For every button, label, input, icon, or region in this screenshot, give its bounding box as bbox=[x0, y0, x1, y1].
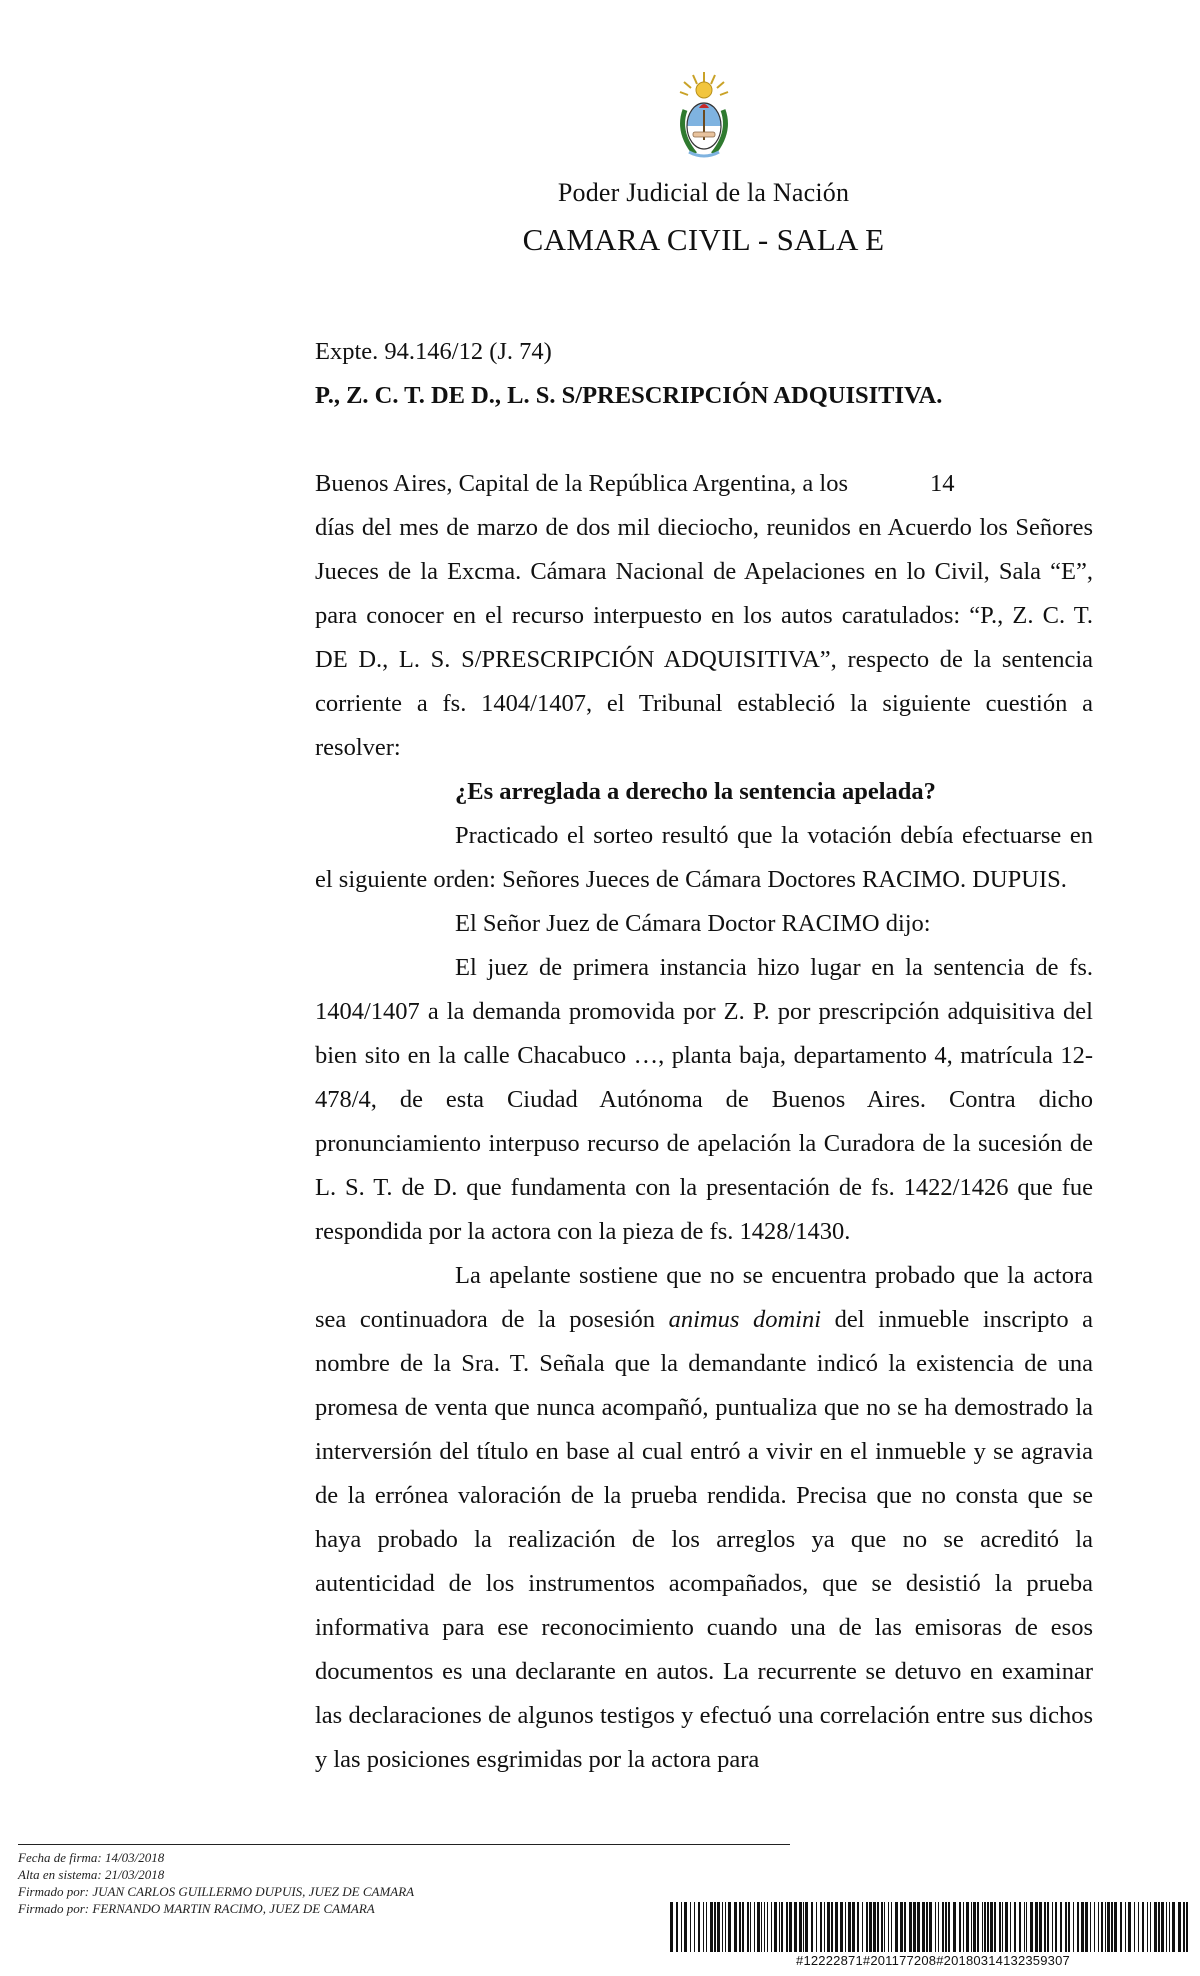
case-caption: P., Z. C. T. DE D., L. S. S/PRESCRIPCIÓN ADQUISITIVA. bbox=[315, 382, 943, 409]
appellant-paragraph-start: La apelante sostiene que no se encuentra probado que la actora sea continuadora de la posesión bbox=[315, 1262, 1093, 1333]
date-intro: Buenos Aires, Capital de la República Argentina, a los bbox=[315, 470, 848, 497]
latin-term: animus domini bbox=[668, 1306, 822, 1333]
spacer bbox=[315, 418, 1093, 462]
system-date: Alta en sistema: 21/03/2018 bbox=[18, 1867, 165, 1882]
signer-2: Firmado por: FERNANDO MARTIN RACIMO, JUEZ DE CAMARA bbox=[18, 1901, 375, 1916]
signer-1: Firmado por: JUAN CARLOS GUILLERMO DUPUIS, JUEZ DE CAMARA bbox=[18, 1884, 415, 1899]
argentine-coat-of-arms-icon bbox=[673, 70, 735, 162]
signature-block bbox=[18, 1849, 414, 1917]
document-body bbox=[315, 330, 1093, 1782]
chamber-name: CAMARA CIVIL - SALA E bbox=[522, 222, 885, 257]
judge-intro: El Señor Juez de Cámara Doctor RACIMO dijo: bbox=[455, 910, 931, 937]
first-instance-paragraph: El juez de primera instancia hizo lugar en la sentencia de fs. 1404/1407 a la demanda promovida por Z. P. por prescripción adquisitiva del bien sito en la calle Chacabuco …, planta baja, departamento 4, matrícula 12-478/4, de esta Ciudad Autónoma de Buenos Aires. Contra dicho pronunciamiento interpuso recurso de apelación la Curadora de la sucesión de L. S. T. de D. que fundamenta con la presentación de fs. 1422/1426 que fue respondida por la actora con la pieza de fs. 1428/1430. bbox=[315, 954, 1093, 1245]
draw-paragraph: Practicado el sorteo resultó que la votación debía efectuarse en el siguiente orden: Señores Jueces de Cámara Doctores RACIMO. DUPUIS. bbox=[315, 822, 1093, 893]
question-to-resolve: ¿Es arreglada a derecho la sentencia apelada? bbox=[455, 778, 936, 805]
barcode-icon bbox=[668, 1902, 1194, 1952]
date-line bbox=[315, 462, 1093, 506]
appellant-paragraph-rest: del inmueble inscripto a nombre de la Sra. T. Señala que la demandante indicó la existencia de una promesa de venta que nunca acompañó, puntualiza que no se ha demostrado la interversión del título en base al cual entró a vivir en el inmueble y se agravia de la errónea valoración de la prueba rendida. Precisa que no consta que se haya probado la realización de los arreglos ya que no se acreditó la autenticidad de los instrumentos acompañados, que se desistió la prueba informativa para ese reconocimiento cuando una de las emisoras de esos documentos es una declarante en autos. La recurrente se detuvo en examinar las declaraciones de algunos testigos y efectuó una correlación entre sus dichos y las posiciones esgrimidas por la actora para bbox=[315, 1306, 1094, 1773]
signature-date: Fecha de firma: 14/03/2018 bbox=[18, 1850, 165, 1865]
appellant-paragraph bbox=[315, 1254, 1093, 1782]
institution-name: Poder Judicial de la Nación bbox=[557, 178, 850, 207]
date-day: 14 bbox=[930, 470, 955, 497]
document-header bbox=[0, 70, 1200, 258]
opening-paragraph: días del mes de marzo de dos mil dieciocho, reunidos en Acuerdo los Señores Jueces de la Excma. Cámara Nacional de Apelaciones en lo Civil, Sala “E”, para conocer en el recurso interpuesto en los autos caratulados: “P., Z. C. T. DE D., L. S. S/PRESCRIPCIÓN ADQUISITIVA”, respecto de la sentencia corriente a fs. 1404/1407, el Tribunal estableció la siguiente cuestión a resolver: bbox=[315, 514, 1093, 761]
footer-divider bbox=[18, 1844, 790, 1845]
barcode-number: #12222871#201177208#20180314132359307 bbox=[796, 1953, 1070, 1968]
case-file-number: Expte. 94.146/12 (J. 74) bbox=[315, 338, 552, 365]
